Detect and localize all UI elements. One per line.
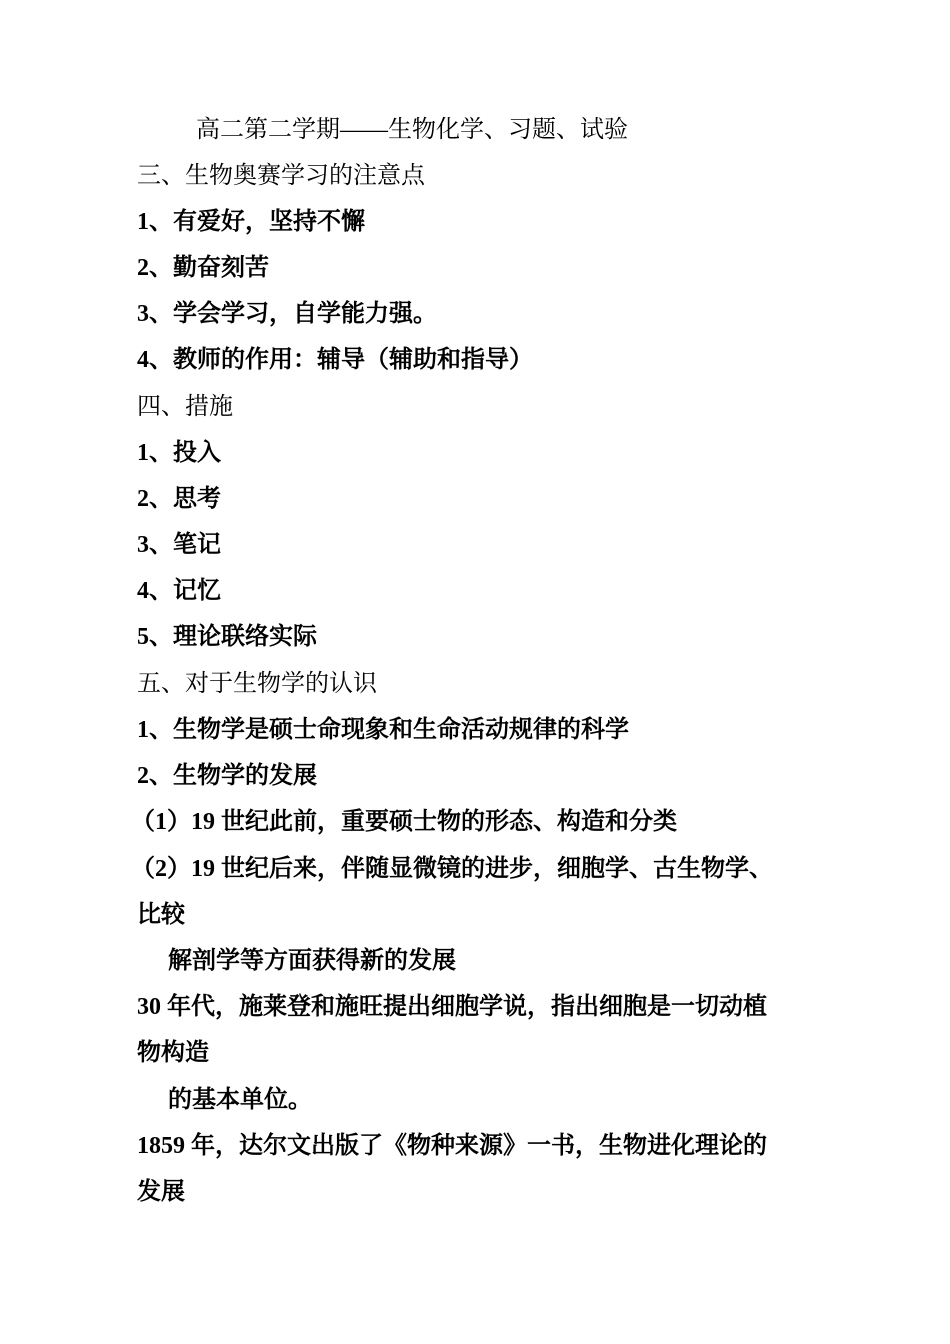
text-line: （1）19 世纪此前，重要硕士物的形态、构造和分类 — [131, 809, 677, 835]
text-line: 2、生物学的发展 — [137, 763, 317, 789]
text-line: 物构造 — [137, 1040, 209, 1066]
text-line: 比较 — [137, 902, 185, 928]
text-line: （2）19 世纪后来，伴随显微镜的进步，细胞学、古生物学、 — [131, 856, 773, 882]
section-heading-4: 四、措施 — [137, 394, 233, 420]
section-heading-5: 五、对于生物学的认识 — [137, 671, 377, 697]
text-line: 解剖学等方面获得新的发展 — [168, 948, 456, 974]
text-line: 5、理论联络实际 — [137, 624, 317, 650]
text-line: 的基本单位。 — [168, 1087, 312, 1113]
text-line: 30 年代，施莱登和施旺提出细胞学说，指出细胞是一切动植 — [137, 994, 767, 1020]
text-line: 1、生物学是硕士命现象和生命活动规律的科学 — [137, 717, 629, 743]
text-line: 4、教师的作用：辅导（辅助和指导） — [137, 347, 533, 373]
text-line: 3、学会学习，自学能力强。 — [137, 301, 437, 327]
document-title: 高二第二学期——生物化学、习题、试验 — [196, 117, 628, 143]
text-line: 2、勤奋刻苦 — [137, 255, 269, 281]
section-heading-3: 三、生物奥赛学习的注意点 — [137, 163, 425, 189]
text-line: 发展 — [137, 1179, 185, 1205]
text-line: 1859 年，达尔文出版了《物种来源》一书，生物进化理论的 — [137, 1133, 767, 1159]
text-line: 3、笔记 — [137, 532, 221, 558]
text-line: 1、投入 — [137, 440, 221, 466]
text-line: 4、记忆 — [137, 578, 221, 604]
text-line: 2、思考 — [137, 486, 221, 512]
text-line: 1、有爱好，坚持不懈 — [137, 209, 365, 235]
